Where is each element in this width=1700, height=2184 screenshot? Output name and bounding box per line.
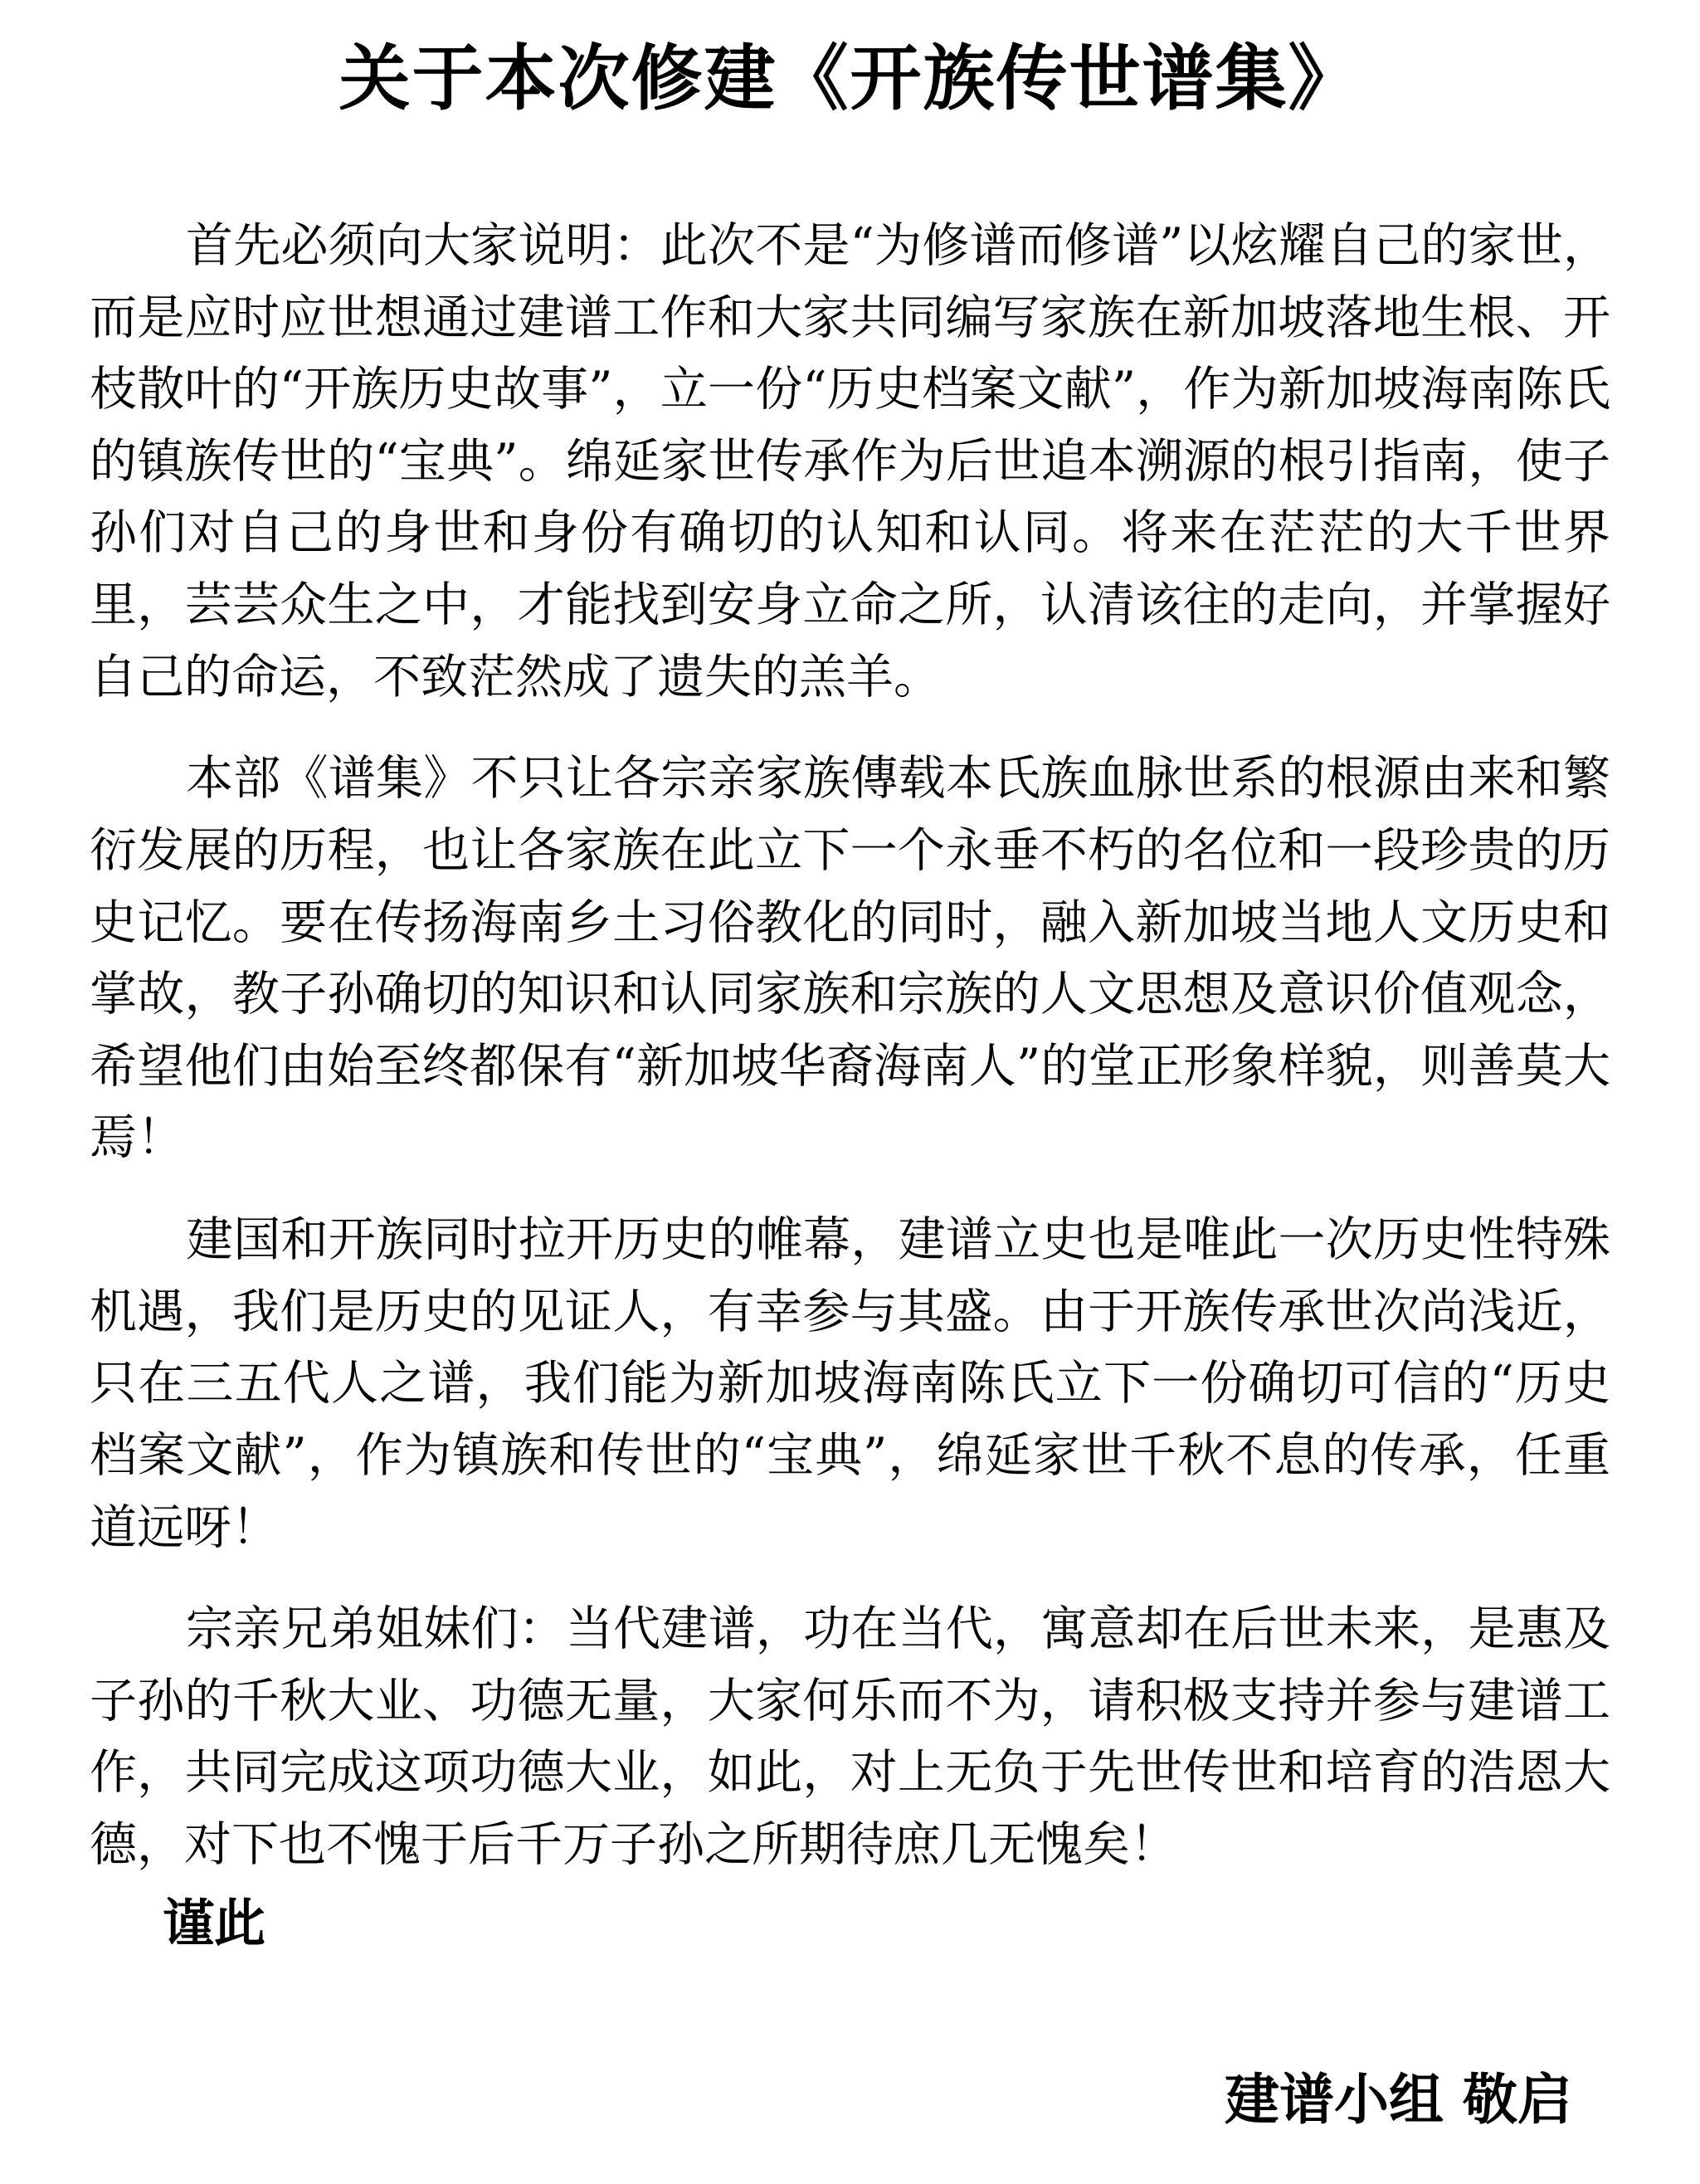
closing-salutation: 谨此: [163, 1893, 266, 1953]
closing-signature: 建谱小组 敬启: [1225, 2068, 1572, 2132]
paragraph-3: 建国和开族同时拉开历史的帷幕，建谱立史也是唯此一次历史性特殊机遇，我们是历史的见证人，有幸参与其盛。由于开族传承世次尚浅近，只在三五代人之谱，我们能为新加坡海南陈氏立下一份确切可信的“历史档案文献”，作为镇族和传世的“宝典”，绵延家世千秋不息的传承，任重道远呀！: [90, 1212, 1610, 1555]
page-title: 关于本次修建《开族传世谱集》: [339, 37, 1361, 120]
document-body: [90, 210, 1610, 1881]
paragraph-1: 首先必须向大家说明：此次不是“为修谱而修谱”以炫耀自己的家世，而是应时应世想通过建谱工作和大家共同编写家族在新加坡落地生根、开枝散叶的“开族历史故事”，立一份“历史档案文献”，作为新加坡海南陈氏的镇族传世的“宝典”。绵延家世传承作为后世追本溯源的根引指南，使子孙们对自己的身世和身份有确切的认知和认同。将来在茫茫的大千世界里，芸芸众生之中，才能找到安身立命之所，认清该往的走向，并掌握好自己的命运，不致茫然成了遗失的羔羊。: [90, 217, 1610, 704]
paragraph-4: 宗亲兄弟姐妹们：当代建谱，功在当代，寓意却在后世未来，是惠及子孙的千秋大业、功德无量，大家何乐而不为，请积极支持并参与建谱工作，共同完成这项功德大业，如此，对上无负于先世传世和培育的浩恩大德，对下也不愧于后千万子孙之所期待庶几无愧矣！: [90, 1601, 1610, 1873]
paragraph-2: 本部《谱集》不只让各宗亲家族傳载本氏族血脉世系的根源由来和繁衍发展的历程，也让各家族在此立下一个永垂不朽的名位和一段珍贵的历史记忆。要在传扬海南乡土习俗教化的同时，融入新加坡当地人文历史和掌故，教子孙确切的知识和认同家族和宗族的人文思想及意识价值观念，希望他们由始至终都保有“新加坡华裔海南人”的堂正形象样貌，则善莫大焉！: [90, 751, 1610, 1166]
closing-block: [90, 1882, 1610, 2134]
